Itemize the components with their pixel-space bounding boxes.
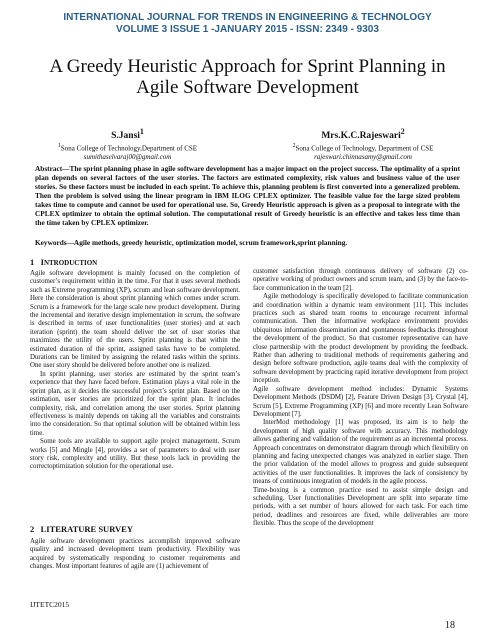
author-1-name: S.Jansi$^1$ <box>111 127 144 142</box>
journal-header <box>0 12 495 36</box>
author-1-email: sumithaselvaraj00@gmail.com <box>83 153 172 162</box>
section-1-heading: 1 INTRODUCTION <box>30 257 98 267</box>
left-column <box>30 270 240 472</box>
intro-paragraph-1: Agile software development is mainly focused on the completion of customer’s requirement within in the time. For that it uses several methods such as Extreme programming (XP), scrum and lean software development. Here the consideration is about sprint planning which comes under scrum. Scrum is a framework for the large scale new product development. During the incremental and iterative design implementation in scrum, the software is described in terms of user functionalities (user stories) and at each iteration (sprint) the team should deliver the set of user stories that maximizes the utility of the users. Sprint planning is that within the estimated duration of the sprint, assigned tasks have to be completed. Durations can be limited by assigning the related tasks within the sprints. One user story should be delivered before another one is realized. <box>30 270 240 370</box>
page-number: 18 <box>445 620 455 631</box>
lit-survey-paragraph-1: Agile software development practices accomplish improved software quality and increased development team productivity. Flexibility was acquired by systematically responding to customer requirements and changes. Most important features of agile are (1) achievement of <box>30 538 240 571</box>
abstract-label: Abstract <box>35 164 63 173</box>
keywords <box>35 238 460 247</box>
right-paragraph-1: customer satisfaction through continuous delivery of software (2) co-operative working of product owners and scrum team, and (3) by the face-to-face communication in the team [2]. <box>253 268 468 292</box>
right-paragraph-2: Agile methodology is specifically developed to facilitate communication and coordination within a dynamic team environment [11]. This includes practices such as shared team rooms to encourage recurrent informal communication. Then the informative workplace environment provides ubiquitous information dissemination and spontaneous feedbacks throughout the development of the product. So that customer representative can have close partnership with the product development by providing the feedback. Rather than adhering to traditional methods of requirements gathering and design before software production, agile teams deal with the complexity of software development by practicing rapid iterative development from project inception. <box>253 293 468 385</box>
author-1 <box>20 126 235 162</box>
section-2-heading: 2 LITERATURE SURVEY <box>30 524 133 534</box>
paper-title-line-1: A Greedy Heuristic Approach for Sprint Planning in <box>49 56 446 77</box>
keywords-text: —Agile methods, greedy heuristic, optimization model, scrum framework,sprint planning. <box>66 238 348 247</box>
author-2 <box>248 126 478 162</box>
journal-name: INTERNATIONAL JOURNAL FOR TRENDS IN ENGINEERING & TECHNOLOGY <box>63 12 432 23</box>
paper-title-line-2: Agile Software Development <box>136 77 359 98</box>
footer-conference: IJTETC2015 <box>30 600 70 609</box>
left-column-bottom <box>30 538 240 572</box>
journal-volume: VOLUME 3 ISSUE 1 -JANUARY 2015 - ISSN: 2349 - 9303 <box>116 24 379 35</box>
keywords-label: Keywords <box>35 238 67 247</box>
abstract-text: —The sprint planning phase in agile software development has a major impact on the project success. The optimality of a sprint plan depends on several factors of the user stories. The factors are estimated complexity, risk values and business value of the user stories. So these factors must be included in each sprint. To achieve this, planning problem is first converted into a generalized problem. Then the problem is solved using the linear program in IBM ILOG CPLEX optimizer. The feasible value for the large sized problem takes time to compute and cannot be used for operational use. So, Greedy Heuristic approach is given as a proposal to integrate with the CPLEX optimizer to obtain the optimal solution. The computational result of Greedy heuristic is an effective and takes less time than the time taken by CPLEX optimizer. <box>35 164 460 227</box>
author-2-email: rajeswari.chinnasamy@gmail.com <box>314 153 412 162</box>
right-column <box>253 268 468 529</box>
right-paragraph-3: Agile software development method includes: Dynamic Systems Development Methods (DSDM) [2], Feature Driven Design [3], Crystal [4], Scrum [5], Extreme Programming (XP) [6] and more recently Lean Software Development [7]. <box>253 385 468 418</box>
author-2-name: Mrs.K.C.Rajeswari$^2$ <box>321 127 405 142</box>
intro-paragraph-3: Some tools are available to support agile project management. Scrum works [5] and Mingle [4], provides a set of parameters to deal with user story risk, complexity and utility. But these tools lack in providing the correctoptimization solution for the operational use. <box>30 438 240 471</box>
author-1-affiliation: $^1$Sona College of Technology,Department of CSE <box>57 143 198 153</box>
abstract <box>35 164 460 227</box>
right-paragraph-4: InterMod methodology [1] was proposed, its aim is to help the development of high quality software with accuracy. This methodology allows gathering and validation of the requirement as an incremental process. Approach concentrates on demonstrator diagram through which flexibility on planning and facing unexpected changes was analyzed in earlier stage. Then the prior validation of the model allows to progress and guide subsequent activities of the user functionalities. It improves the lack of consistency by means of continuous integration of models in the agile process. <box>253 419 468 486</box>
paper-title <box>20 56 475 98</box>
intro-paragraph-2: In sprint planning, user stories are estimated by the sprint team’s experience that they have faced before. Estimation plays a vital role in the sprint plan, as it decides the successful project’s sprint plan. Based on the estimation, user stories are prioritized for the sprint plan. It includes complexity, risk, and correlation among the user stories. Sprint planning effectiveness is mainly depends on taking all the variables and constraints into the consideration. So that optimal solution will be obtained within less time. <box>30 370 240 437</box>
author-2-affiliation: $^2$Sona College of Technology, Department of CSE <box>292 143 434 153</box>
right-paragraph-5: Time-boxing is a common practice used to assist simple design and scheduling. User functionalities Development are split into separate time periods, with a set number of hours allowed for each task. For each time period, deadlines and resources are fixed, while deliverables are more flexible. Thus the scope of the development <box>253 486 468 528</box>
